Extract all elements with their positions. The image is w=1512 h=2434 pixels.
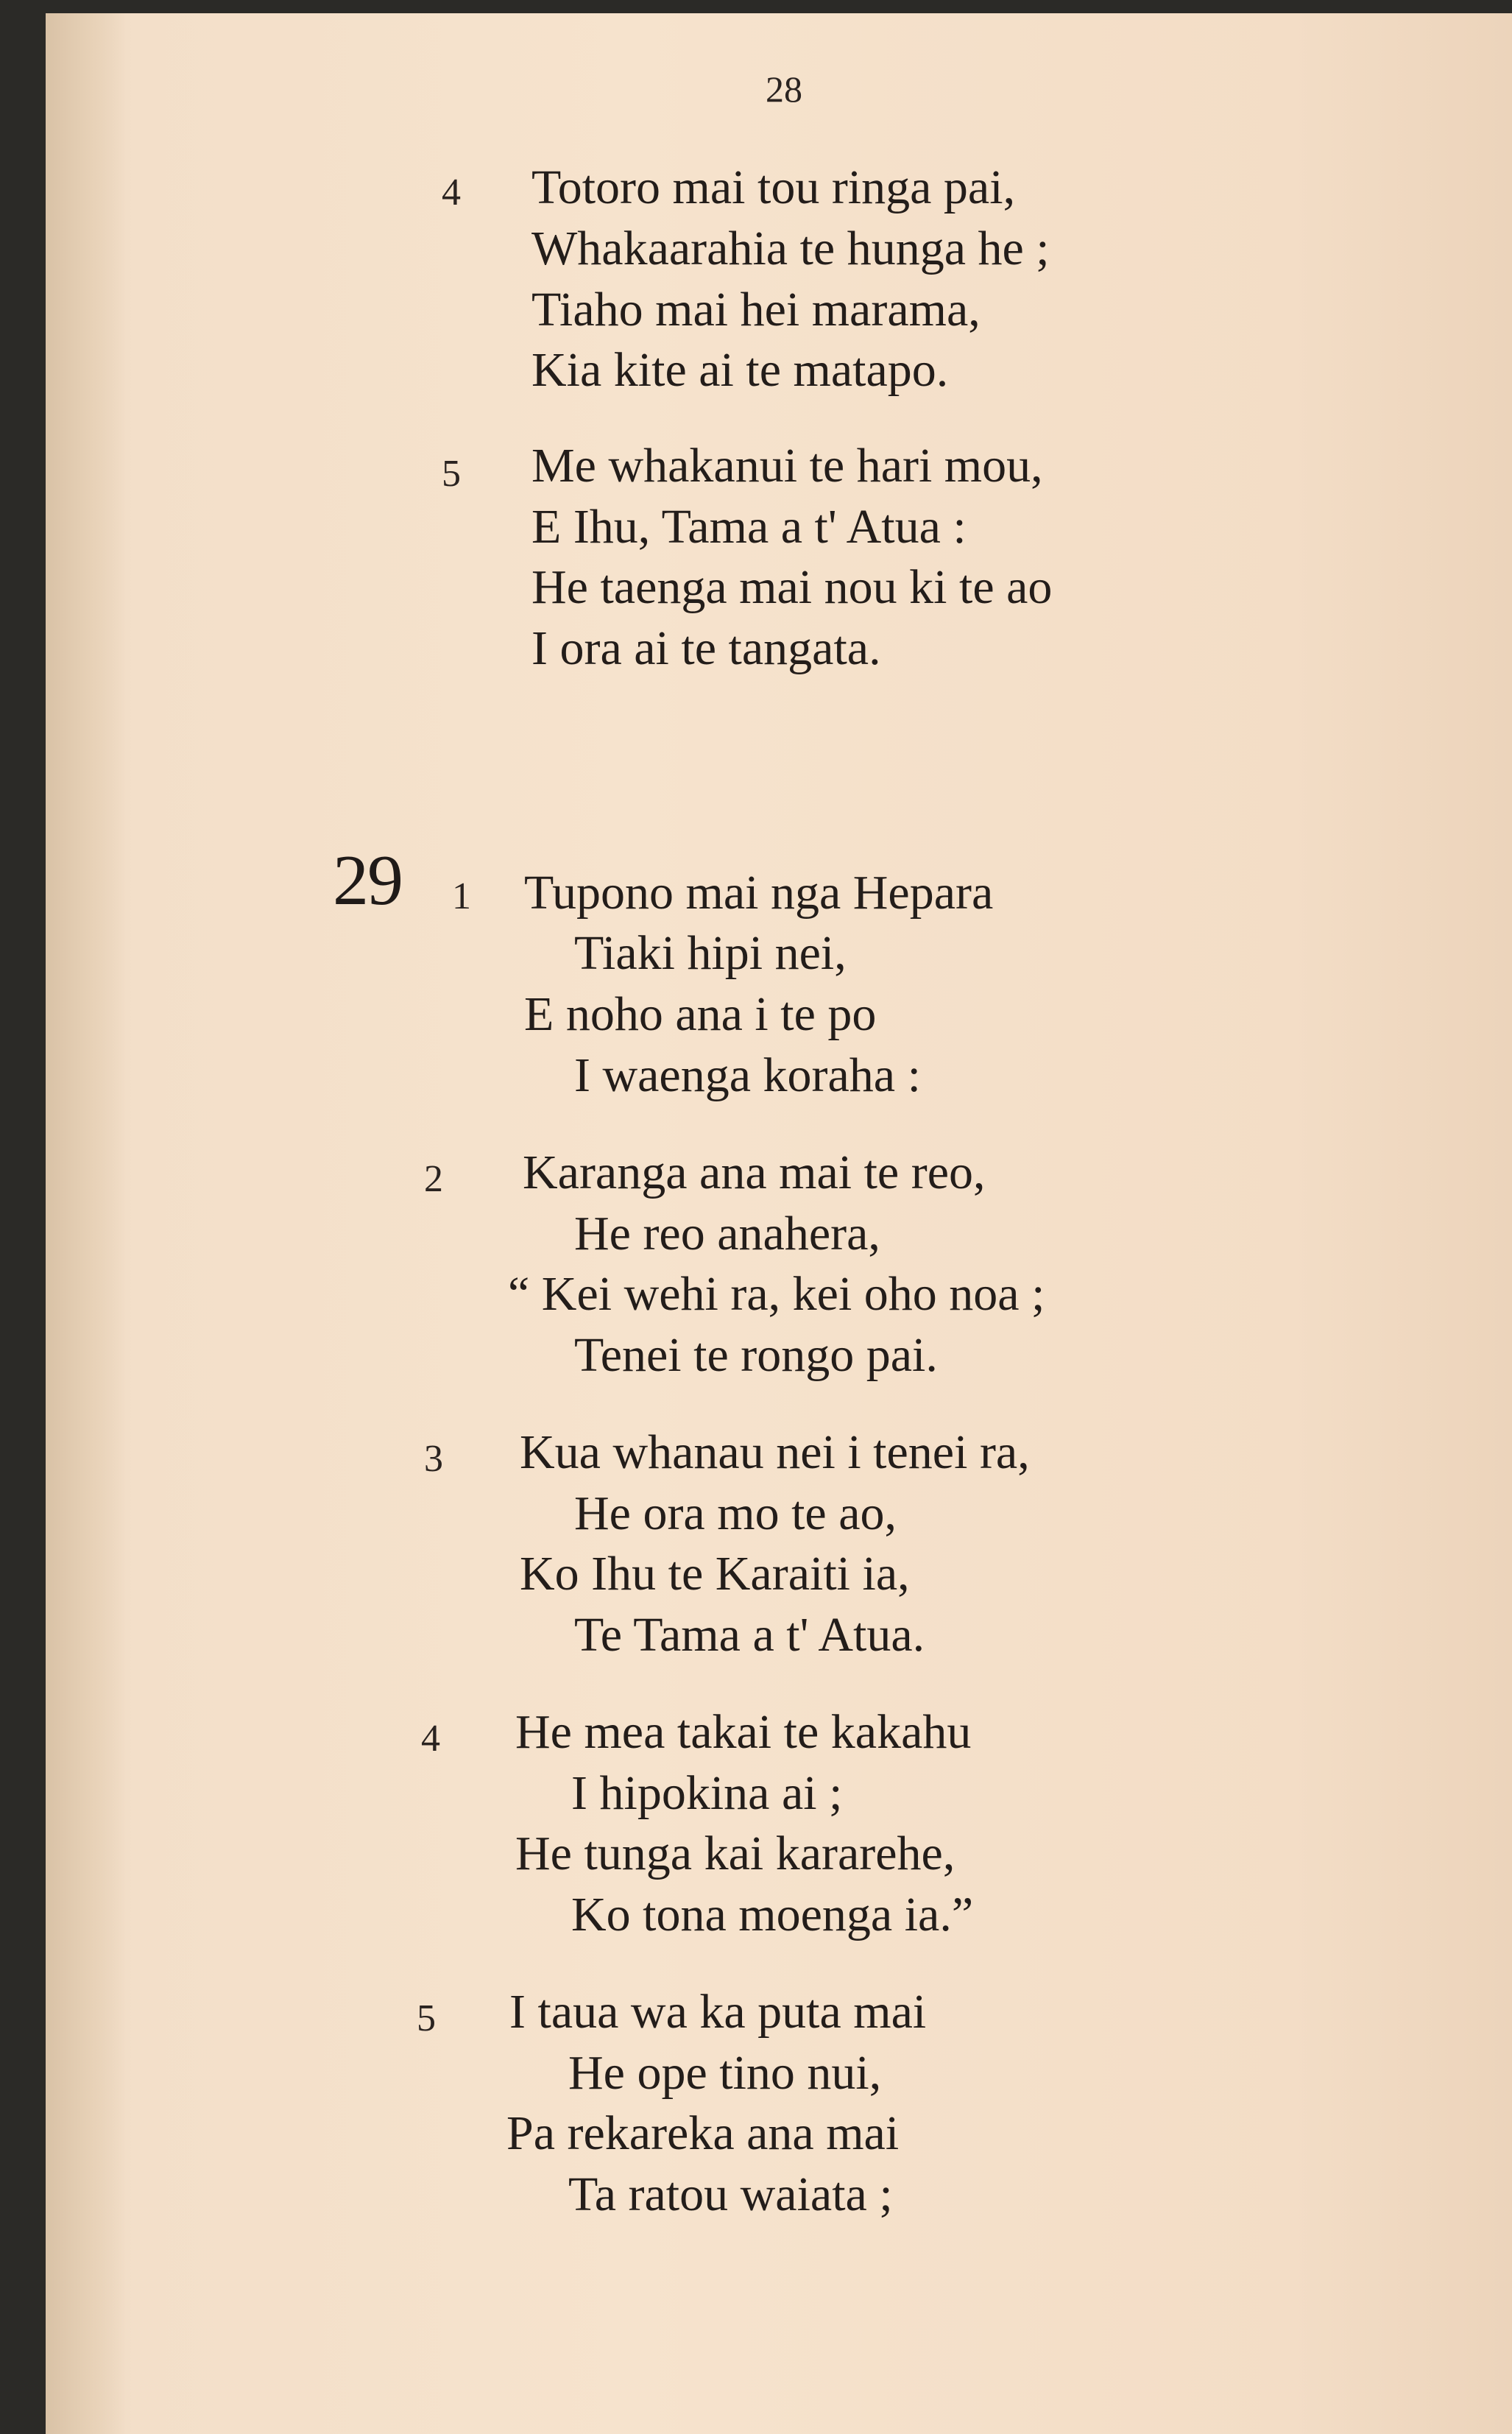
page-number: 28 xyxy=(766,68,802,110)
verse-line: Tenei te rongo pai. xyxy=(574,1328,938,1382)
verse-line: E Ihu, Tama a t' Atua : xyxy=(531,500,967,554)
verse-number: 3 xyxy=(424,1438,443,1480)
verse-line: He ora mo te ao, xyxy=(574,1486,897,1540)
verse-line: “ Kei wehi ra, kei oho noa ; xyxy=(508,1267,1045,1321)
verse-line: I taua wa ka puta mai xyxy=(509,1985,927,2039)
verse-line: Tiaki hipi nei, xyxy=(574,926,847,980)
verse-number: 4 xyxy=(442,172,461,214)
verse-number: 4 xyxy=(421,1718,440,1760)
verse-line: I hipokina ai ; xyxy=(571,1766,843,1820)
verse-number: 1 xyxy=(452,875,471,917)
verse-line: Ko tona moenga ia.” xyxy=(571,1888,974,1941)
verse-line: Pa rekareka ana mai xyxy=(506,2106,900,2160)
verse-line: He tunga kai kararehe, xyxy=(515,1827,955,1880)
verse-line: Te Tama a t' Atua. xyxy=(574,1608,925,1662)
verse-line: Whakaarahia te hunga he ; xyxy=(531,222,1050,275)
verse-line: Kia kite ai te matapo. xyxy=(531,343,949,397)
verse-line: He reo anahera, xyxy=(574,1207,880,1260)
verse-number: 2 xyxy=(424,1158,443,1200)
verse-line: Tiaho mai hei marama, xyxy=(531,283,981,336)
verse-line: Ko Ihu te Karaiti ia, xyxy=(520,1547,910,1601)
page-gutter-shadow xyxy=(46,13,127,2434)
verse-line: E noho ana i te po xyxy=(524,987,877,1041)
verse-line: Me whakanui te hari mou, xyxy=(531,439,1043,493)
verse-line: Ta ratou waiata ; xyxy=(568,2167,893,2221)
hymn-number: 29 xyxy=(333,841,402,920)
verse-line: He mea takai te kakahu xyxy=(515,1705,972,1759)
verse-line: Karanga ana mai te reo, xyxy=(523,1146,986,1199)
verse-number: 5 xyxy=(417,1997,436,2039)
verse-line: Kua whanau nei i tenei ra, xyxy=(520,1425,1030,1479)
verse-number: 5 xyxy=(442,453,461,495)
verse-line: Totoro mai tou ringa pai, xyxy=(531,160,1016,214)
verse-line: I ora ai te tangata. xyxy=(531,621,881,675)
verse-line: He ope tino nui, xyxy=(568,2046,882,2100)
verse-line: He taenga mai nou ki te ao xyxy=(531,560,1053,614)
verse-line: I waenga koraha : xyxy=(574,1048,921,1102)
verse-line: Tupono mai nga Hepara xyxy=(524,866,994,920)
